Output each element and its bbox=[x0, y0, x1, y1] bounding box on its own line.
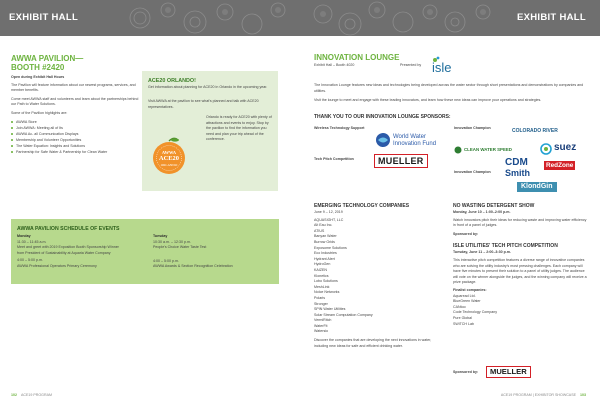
list-item: Exposome Solutions bbox=[314, 245, 347, 250]
emerging-section bbox=[314, 203, 444, 349]
list-item: Aquaread Ltd. bbox=[453, 293, 476, 298]
left-page-number: 102 bbox=[11, 393, 17, 397]
event-title: AWWA Awards & Section Recognition Celebration bbox=[153, 264, 233, 269]
list-item: Stronger bbox=[314, 301, 328, 306]
list-item: SPIN Water Utilities bbox=[314, 307, 346, 312]
schedule-tuesday bbox=[153, 234, 273, 270]
events-column bbox=[453, 203, 588, 327]
event-title: People's Choice Water Taste Test bbox=[153, 245, 207, 250]
event-title: Meet and greet with 2019 Exposition Booth Sponsorship Winner bbox=[17, 245, 119, 250]
left-header-title: EXHIBIT HALL bbox=[9, 12, 79, 23]
pavilion-section bbox=[11, 54, 141, 155]
lounge-presented-by: Presented by bbox=[400, 63, 422, 67]
list-item: WaterFit bbox=[314, 323, 328, 328]
lounge-thanks: THANK YOU TO OUR INNOVATION LOUNGE SPONSORS: bbox=[314, 114, 451, 120]
list-item: Polaris bbox=[314, 295, 325, 300]
right-footer bbox=[501, 393, 586, 397]
event-time: 10:30 a.m. – 12:30 p.m. bbox=[153, 239, 191, 244]
world-water-line2: Innovation Fund bbox=[393, 141, 437, 147]
right-header-title: EXHIBIT HALL bbox=[516, 12, 586, 23]
day-label: Monday bbox=[17, 234, 31, 238]
list-item: ATIUS bbox=[314, 228, 325, 233]
list-item: Alt Eau Inc. bbox=[314, 223, 333, 228]
lounge-title: INNOVATION LOUNGE bbox=[314, 53, 400, 62]
sponsor-label: Innovation Champion bbox=[454, 170, 491, 174]
pitch-finalists-label: Finalist companies: bbox=[453, 287, 487, 292]
mueller-logo: MUELLER bbox=[374, 154, 428, 168]
left-footer bbox=[11, 393, 52, 397]
ace20-title: ACE20 ORLANDO! bbox=[148, 78, 196, 84]
lounge-location: Exhibit Hall – Booth 4020 bbox=[314, 63, 355, 67]
colorado-logo: COLORADO RIVER bbox=[512, 128, 558, 134]
list-item: Lobo Solutions bbox=[314, 279, 338, 284]
list-item: Banyan Water bbox=[314, 234, 337, 239]
list-item: HydroGen bbox=[314, 262, 331, 267]
cdm-smith-logo bbox=[505, 158, 540, 182]
list-item: AQUASIGHT, LLC bbox=[314, 217, 344, 222]
pavilion-intro1: The Pavilion will feature information about our newest programs, services, and member benefits. bbox=[11, 82, 136, 93]
list-item: Pure Global bbox=[453, 315, 472, 320]
left-footer-text: ACE19 PROGRAM bbox=[21, 393, 52, 397]
suez-text: suez bbox=[554, 142, 577, 153]
ace20-right-text: Orlando is ready for ACE20 with plenty of attractions and events to enjoy. Stop by the pavilion to find the information you need and plan your trip ahead of the conference. bbox=[206, 115, 272, 142]
no-waste-title: NO WASTING DETERGENT SHOW bbox=[453, 203, 535, 209]
pitch-mueller-logo: MUELLER bbox=[486, 366, 531, 378]
pavilion-highlights bbox=[11, 119, 141, 155]
decorative-flowers-icon bbox=[120, 0, 290, 36]
pitch-title: ISLE UTILITIES' TECH PITCH COMPETITION bbox=[453, 243, 558, 250]
sponsor-label: Tech Pitch Competition bbox=[314, 157, 354, 161]
clean-water-text: CLEAN WATER SPEED bbox=[464, 147, 512, 152]
list-item: Hydrant Alert bbox=[314, 256, 335, 261]
list-item: MeshLink bbox=[314, 284, 330, 289]
right-header bbox=[300, 0, 600, 36]
event-time: 4:00 – 5:00 p.m. bbox=[17, 258, 43, 263]
lounge-desc2: Visit the lounge to meet and engage with these leading innovators, and learn how these new ideas can improve your operations and strategies. bbox=[314, 98, 542, 102]
pitch-time: Tuesday, June 11 – 2:00–3:30 p.m. bbox=[453, 250, 511, 255]
lounge-desc1: The Innovation Lounge features new ideas and technologies being developed across the water sector through short presentations and demonstrations by companies and utilities. bbox=[314, 83, 584, 93]
ace20-box bbox=[142, 71, 278, 191]
right-footer-text: ACE19 PROGRAM | EXHIBITOR SHOWCASE bbox=[500, 393, 576, 397]
event-title: AWWA Professional Operators Primary Ceremony bbox=[17, 263, 97, 268]
emerging-list bbox=[314, 218, 444, 335]
sponsor-label: Innovation Champion bbox=[454, 126, 491, 130]
ace20-seal bbox=[150, 137, 188, 175]
pavilion-title: AWWA PAVILION— bbox=[11, 54, 84, 63]
list-item: SWiTCH Lab bbox=[453, 321, 474, 326]
left-header bbox=[0, 0, 300, 36]
list-item: NoIce Networks bbox=[314, 290, 340, 295]
event-title: from President of Sustainability at Aquaria Water Company bbox=[17, 250, 111, 255]
cdm-logo-line2: Smith bbox=[505, 168, 531, 178]
pavilion-title-line2: BOOTH #2420 bbox=[11, 63, 65, 72]
ace20-text1: Get information about planning for ACE20 in Orlando in the upcoming year. bbox=[148, 85, 268, 89]
world-water-line1: World Water bbox=[393, 134, 427, 140]
isle-logo bbox=[428, 55, 458, 77]
list-item: Watersio bbox=[314, 329, 329, 334]
klondgin-logo: KlondGin bbox=[517, 182, 557, 192]
pavilion-hours: Open during Exhibit Hall Hours bbox=[11, 75, 65, 79]
ace20-text2: Visit AWWA at the pavilion to see what's planned and talk with ACE20 representatives. bbox=[148, 99, 259, 109]
cdm-logo-line1: CDM bbox=[505, 157, 528, 168]
list-item: Membership and Volunteer Opportunities bbox=[11, 137, 141, 143]
redzone-logo: RedZone bbox=[546, 162, 574, 169]
list-item: KAIZEN bbox=[314, 267, 327, 272]
list-item: Code Technology Company bbox=[453, 310, 498, 315]
sponsor-label: Wireless Technology Support bbox=[314, 126, 365, 130]
decorative-flowers-icon bbox=[305, 0, 505, 36]
pitch-desc: This interactive pitch competition features a diverse range of innovative companies who are solving the utility industry's most pressing challenges. Each company will have five minutes to present their solution to a panel of utility judges. The audience will vote on the winner alongside the judges, and the winning company will receive a prize package. bbox=[453, 257, 587, 285]
right-page bbox=[300, 0, 600, 403]
no-waste-sponsored: Sponsored by: bbox=[453, 231, 479, 236]
event-time: 4:00 – 5:00 p.m. bbox=[153, 258, 179, 263]
seal-top-text: AWWA bbox=[161, 150, 177, 155]
suez-side-logo bbox=[454, 145, 534, 155]
clean-water-icon bbox=[454, 146, 462, 154]
list-item: Solar Stream Computation Company bbox=[314, 312, 373, 317]
list-item: CANtoo bbox=[453, 304, 466, 309]
no-waste-time: Monday, June 10 – 1:00–2:00 p.m. bbox=[453, 210, 511, 214]
list-item: Partnership for Safe Water & Partnership for Clean Water bbox=[11, 149, 141, 155]
right-page-number: 103 bbox=[580, 393, 586, 397]
list-item: Klonetics bbox=[314, 273, 329, 278]
list-item: Eco Industries bbox=[314, 251, 337, 256]
day-label: Tuesday bbox=[153, 234, 168, 238]
event-time: 11:30 – 11:45 a.m. bbox=[17, 239, 47, 244]
list-item: Burrow Grids bbox=[314, 239, 335, 244]
emerging-title: EMERGING TECHNOLOGY COMPANIES bbox=[314, 203, 410, 209]
pavilion-intro3: Some of the Pavilion highlights are: bbox=[11, 110, 68, 115]
no-waste-desc: Watch innovators pitch their ideas for reducing waste and improving water efficiency in front of a panel of judges. bbox=[453, 217, 587, 228]
list-item: Join AWWA: Meeting all of Its bbox=[11, 125, 141, 131]
seal-bottom-text: ORLANDO bbox=[160, 163, 178, 167]
seal-mid-text: ACE20 bbox=[159, 155, 179, 162]
schedule-title: AWWA PAVILION SCHEDULE OF EVENTS bbox=[17, 226, 120, 232]
isle-logo-text: isle bbox=[432, 60, 452, 75]
suez-icon bbox=[540, 143, 552, 155]
suez-logo bbox=[540, 142, 590, 156]
emerging-subtitle: June 9 – 12, 2019 bbox=[314, 210, 343, 214]
schedule-monday bbox=[17, 234, 147, 270]
list-item: The Water Equation: Insights and Solutions bbox=[11, 143, 141, 149]
pitch-sponsored: Sponsored by: bbox=[453, 370, 479, 374]
list-item: AWWA Ac- all Communication Displays bbox=[11, 131, 141, 137]
pavilion-intro2: Come meet AWWA staff and volunteers and learn about the partnerships behind our Path to Water Solutions. bbox=[11, 96, 139, 107]
emerging-footnote: Discover the companies that are developing the next innovations in water, including new ideas for safe and efficient drinking water. bbox=[314, 338, 432, 348]
list-item: BlueGreen Water bbox=[453, 299, 481, 304]
list-item: VermiRitch bbox=[314, 318, 332, 323]
schedule-box bbox=[11, 219, 279, 284]
world-water-logo bbox=[375, 130, 445, 150]
world-water-icon bbox=[375, 132, 391, 148]
list-item: AWWA Store bbox=[11, 119, 141, 125]
